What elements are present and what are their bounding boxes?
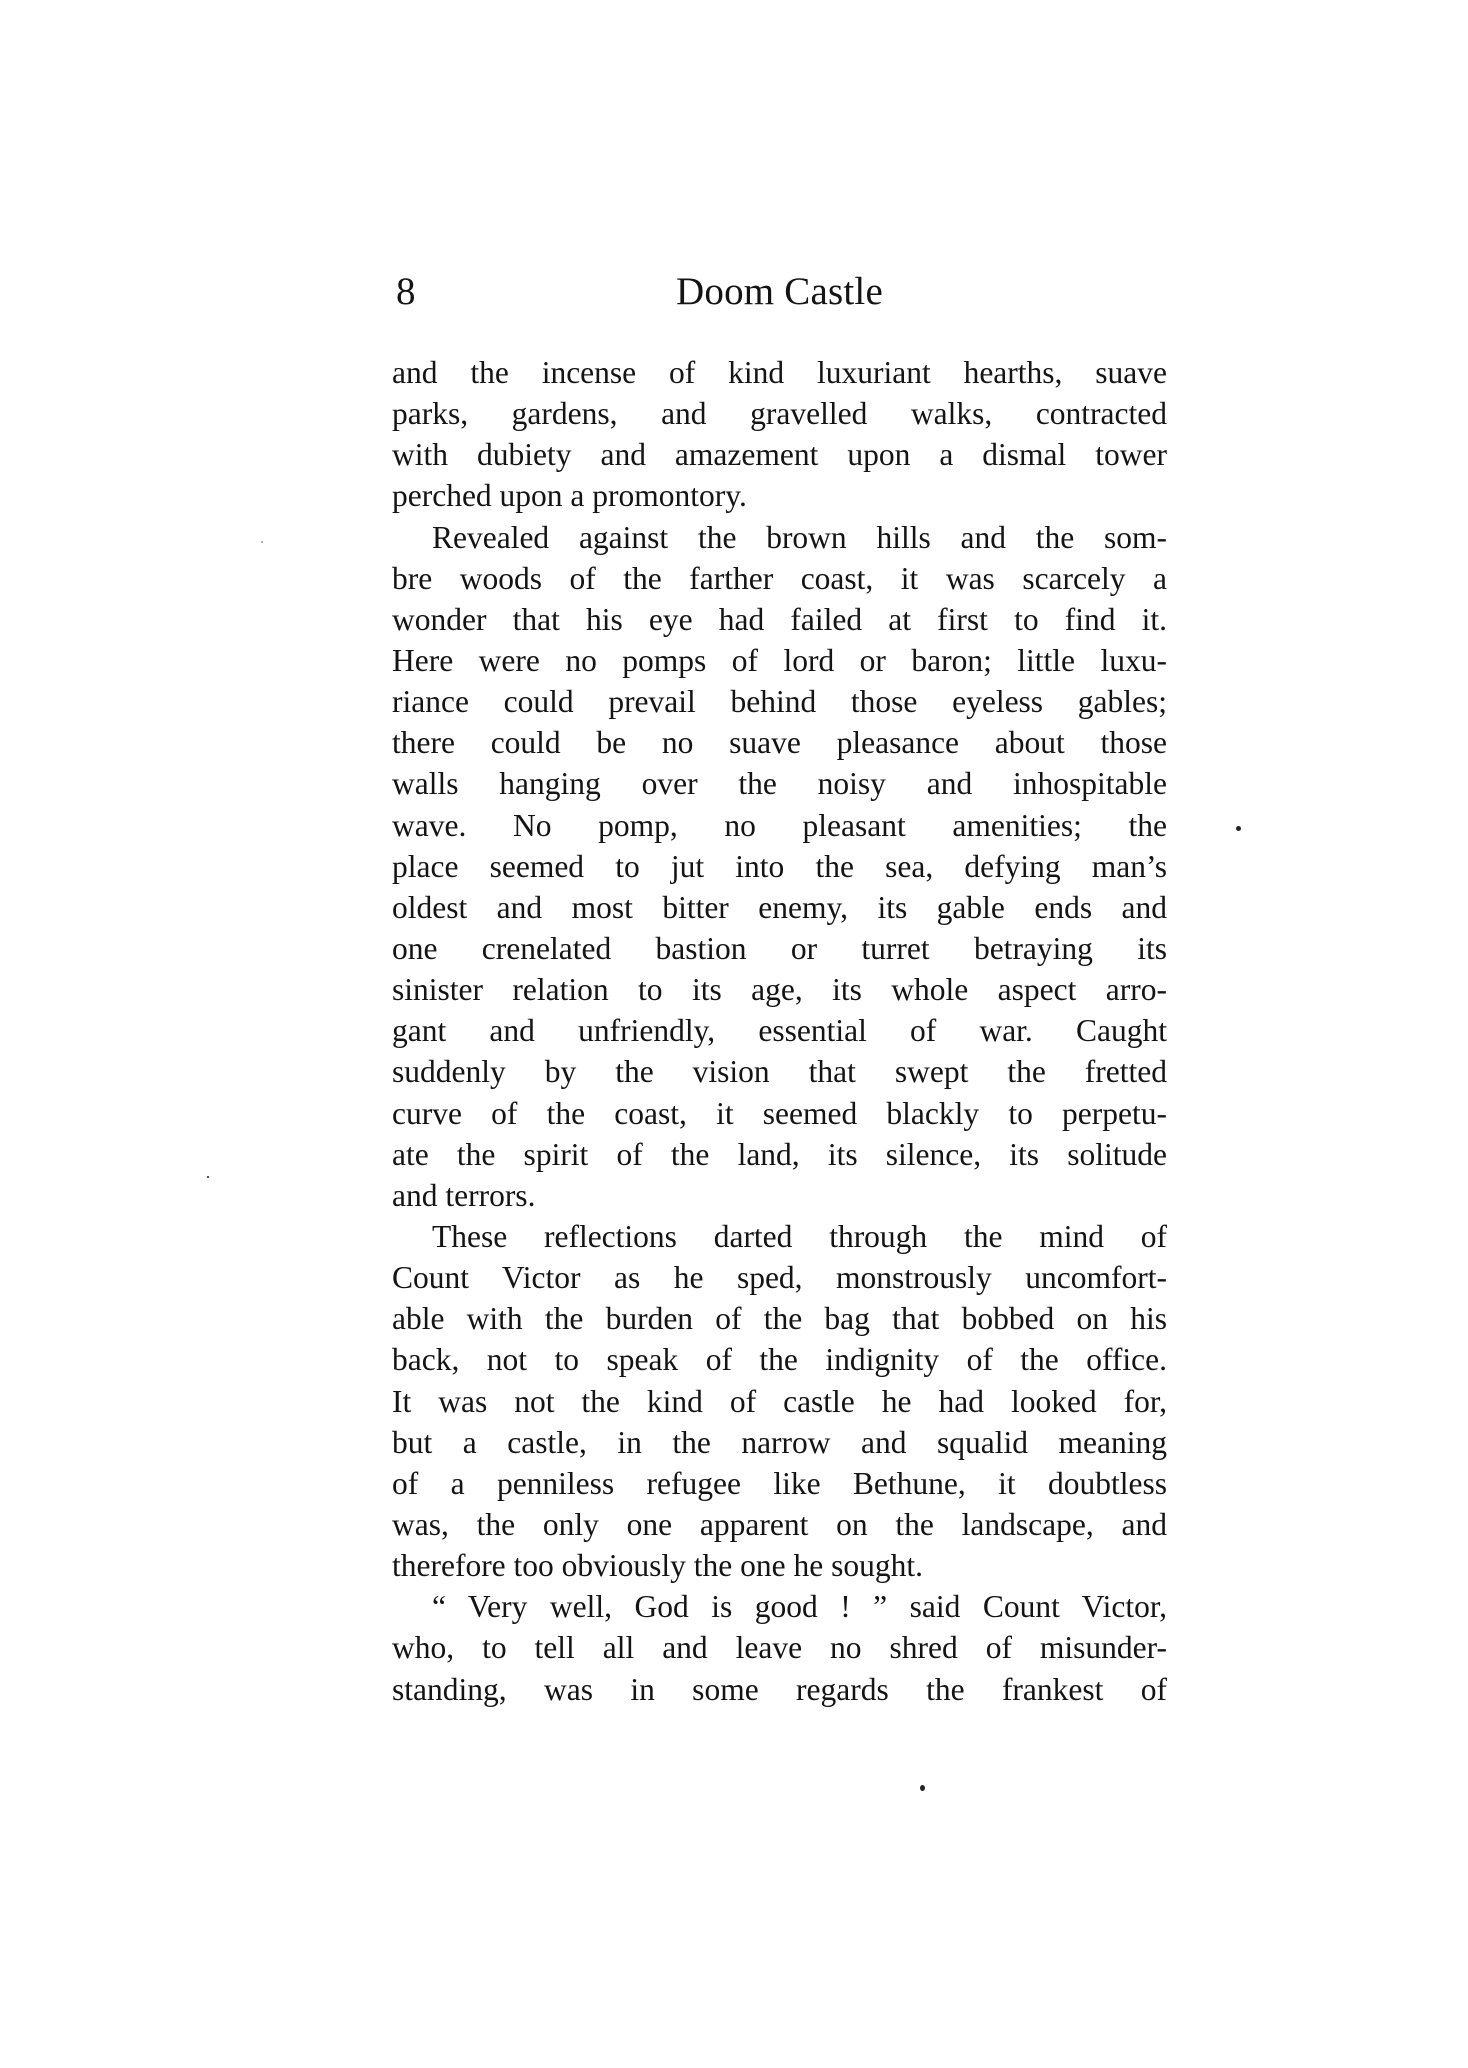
text-line: curve of the coast, it seemed blackly to perpetu- [392, 1095, 1167, 1131]
text-line: ate the spirit of the land, its silence, its solitude [392, 1136, 1167, 1172]
paragraph-end-line: perched upon a promontory. [392, 478, 747, 514]
running-head [392, 262, 1167, 322]
text-line: bre woods of the farther coast, it was scarcely a [392, 560, 1167, 596]
text-line: wonder that his eye had failed at first to find it. [392, 601, 1167, 637]
text-line: there could be no suave pleasance about those [392, 725, 1167, 761]
text-line: oldest and most bitter enemy, its gable ends and [392, 889, 1167, 925]
scan-speck [261, 541, 263, 543]
paragraph-start-line: Revealed against the brown hills and the som- [432, 519, 1167, 555]
scan-speck [207, 1176, 209, 1178]
scan-speck [1236, 826, 1241, 831]
text-line: gant and unfriendly, essential of war. Caught [392, 1013, 1167, 1049]
text-line: riance could prevail behind those eyeless gables; [392, 684, 1167, 720]
text-line: back, not to speak of the indignity of the office. [392, 1342, 1167, 1378]
text-line: place seemed to jut into the sea, defying man’s [392, 848, 1167, 884]
text-line: suddenly by the vision that swept the fretted [392, 1054, 1167, 1090]
body-text [392, 352, 1167, 1710]
text-line: of a penniless refugee like Bethune, it doubtless [392, 1465, 1167, 1501]
text-line: able with the burden of the bag that bobbed on his [392, 1301, 1167, 1337]
text-line: Here were no pomps of lord or baron; little luxu- [392, 642, 1167, 678]
running-title: Doom Castle [676, 270, 883, 313]
text-line: was, the only one apparent on the landscape, and [392, 1506, 1167, 1542]
paragraph-start-line: These reflections darted through the mind of [432, 1218, 1167, 1254]
paragraph-start-line: “ Very well, God is good ! ” said Count Victor, [432, 1589, 1167, 1625]
text-line: It was not the kind of castle he had looked for, [392, 1383, 1167, 1419]
paragraph-end-line: and terrors. [392, 1177, 536, 1213]
text-line: but a castle, in the narrow and squalid meaning [392, 1424, 1167, 1460]
text-line: one crenelated bastion or turret betraying its [392, 930, 1167, 966]
scan-speck [920, 1785, 925, 1791]
text-line: walls hanging over the noisy and inhospitable [392, 766, 1167, 802]
text-line: who, to tell all and leave no shred of misunder- [392, 1630, 1167, 1666]
text-line: and the incense of kind luxuriant hearths, suave [392, 355, 1167, 390]
text-line: parks, gardens, and gravelled walks, contracted [392, 396, 1167, 432]
text-line: sinister relation to its age, its whole aspect arro- [392, 972, 1167, 1008]
paragraph-end-line: therefore too obviously the one he sought. [392, 1548, 924, 1584]
text-line: with dubiety and amazement upon a dismal tower [392, 437, 1167, 473]
text-line: Count Victor as he sped, monstrously uncomfort- [392, 1260, 1167, 1296]
page-number: 8 [396, 270, 416, 313]
text-line: standing, was in some regards the frankest of [392, 1671, 1167, 1707]
text-line: wave. No pomp, no pleasant amenities; the [392, 807, 1167, 843]
